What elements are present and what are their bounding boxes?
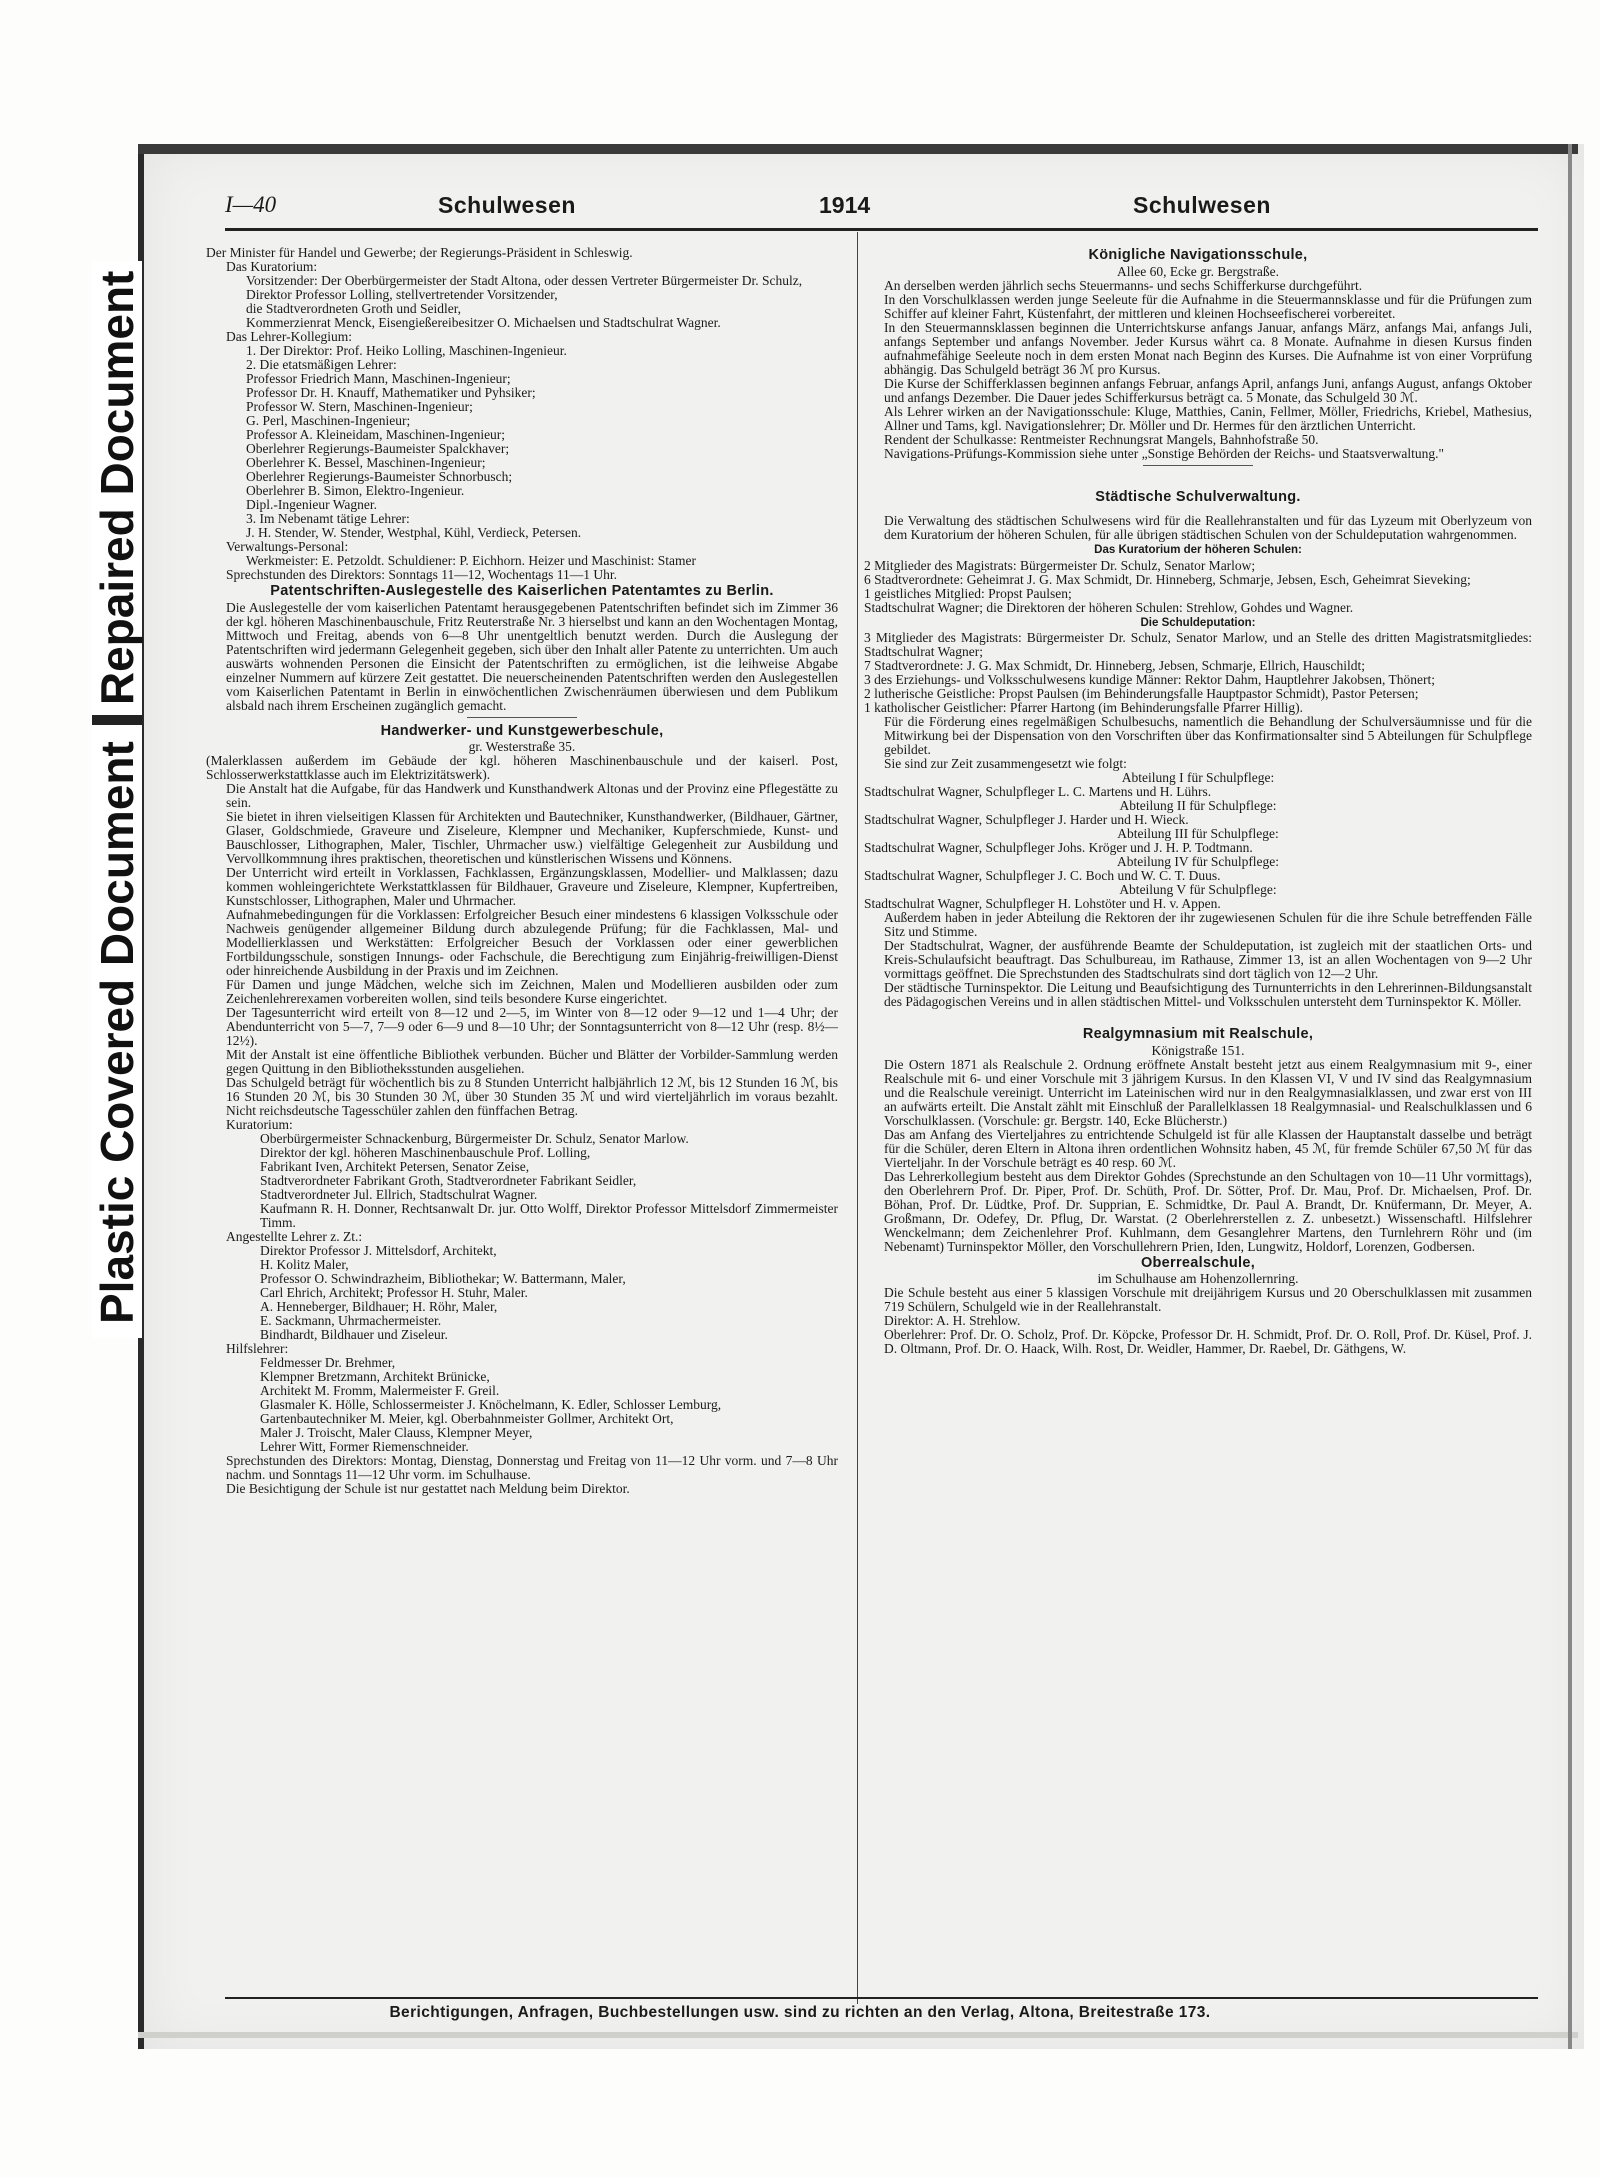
- section-heading-staedtische: Städtische Schulverwaltung.: [1095, 488, 1301, 505]
- abteilung-members: Stadtschulrat Wagner, Schulpfleger H. Lohstöter und H. v. Appen.: [864, 896, 1221, 911]
- paragraph: An derselben werden jährlich sechs Steuermanns- und sechs Schifferkurse durchgeführt.: [884, 277, 1363, 293]
- paragraph: Die Besichtigung der Schule ist nur gestattet nach Meldung beim Direktor.: [226, 1481, 630, 1496]
- paragraph: Navigations-Prüfungs-Kommission siehe unter „Sonstige Behörden der Reichs- und Staatsverwaltung.": [884, 445, 1445, 461]
- subheading-deputation: Die Schuldeputation:: [1140, 616, 1256, 629]
- column-divider: [857, 232, 858, 2004]
- abteilung-title: Abteilung I für Schulpflege:: [1121, 770, 1275, 785]
- list-label: Kuratorium:: [226, 1117, 293, 1132]
- text-line: J. H. Stender, W. Stender, Westphal, Kühl, Verdieck, Petersen.: [246, 525, 582, 540]
- text-line: die Stadtverordneten Groth und Seidler,: [246, 301, 462, 316]
- subheading-kuratorium: Das Kuratorium der höheren Schulen:: [1094, 544, 1302, 556]
- list-item: Stadtverordneter Jul. Ellrich, Stadtschulrat Wagner.: [260, 1187, 538, 1202]
- list-item: H. Kolitz Maler,: [260, 1257, 349, 1272]
- list-item: Gartenbautechniker M. Meier, kgl. Oberbahnmeister Gollmer, Architekt Ort,: [260, 1411, 674, 1426]
- list-item: Glasmaler K. Hölle, Schlossermeister J. Knöchelmann, K. Edler, Schlosser Lemburg,: [260, 1397, 722, 1412]
- list-item: 7 Stadtverordnete: J. G. Max Schmidt, Dr. Hinneberg, Jebsen, Schmarje, Ellrich, Hauschildt;: [864, 658, 1366, 673]
- address: Allee 60, Ecke gr. Bergstraße.: [1116, 263, 1280, 279]
- running-title-right: Schulwesen: [1133, 192, 1271, 218]
- paragraph: Das Lehrerkollegium besteht aus dem Direktor Gohdes (Sprechstunde an den Schultagen von 10—11 Uhr vormittags), den Oberlehrern Prof. Dr. Piper, Prof. Dr. Schüth, Prof. Dr. Sötter, Prof. Dr. Mau, Prof. Dr. Michaelsen, Prof. Dr. Böhan, Prof. Dr. Lüdtke, Prof. Dr. Supprian, E. Schmidtke, Dr. Paul A. Brandt, Dr. Knüfermann, Dr. Meyer, A. Großmann, Dr. Odefey, Dr. Pflug, Dr. Warstat. (2 Oberlehrerstellen z. Z. unbesetzt.) Wissenschaftl. Hilfslehrer Wenckelmann; dem Zeichenlehrer Prof. Kuhlmann, dem Gesanglehrer Martens, den Turnlehrern Röhr und (im Nebenamt) Turninspektor Möller, den Vorschullehrern Prien, Iden, Lungwitz, Holdorf, Lorenzen, Godbersen.: [884, 1168, 1532, 1254]
- paragraph: Die Anstalt hat die Aufgabe, für das Handwerk und Kunsthandwerk Altonas und der Provinz eine Pflegestätte zu sein.: [226, 781, 838, 810]
- paragraph: Der städtische Turninspektor. Die Leitung und Beaufsichtigung des Turnunterrichts in den Lehrerinnen-Bildungsanstalt des Pädagogischen Vereins und in allen städtischen Mittel- und Volksschulen untersteht dem Turninspektor K. Möller.: [884, 980, 1532, 1009]
- text-line: Sprechstunden des Direktors: Sonntags 11—12, Wochentags 11—1 Uhr.: [226, 567, 617, 582]
- list-item: 2 lutherische Geistliche: Propst Paulsen (im Behinderungsfalle Hauptpastor Schmidt), Pastor Petersen;: [864, 686, 1419, 701]
- text-line: 3. Im Nebenamt tätige Lehrer:: [246, 511, 410, 526]
- paragraph: Die Kurse der Schifferklassen beginnen anfangs Februar, anfangs April, anfangs Juni, anfangs August, anfangs Oktober und anfangs Dezember. Die Dauer jedes Schifferkursus beträgt ca. 5 Monate, das Schulgeld 30 ℳ.: [884, 375, 1532, 405]
- text-line: Professor Friedrich Mann, Maschinen-Ingenieur;: [246, 371, 511, 386]
- list-item: Klempner Bretzmann, Architekt Brünicke,: [260, 1369, 490, 1384]
- section-divider: [1143, 465, 1253, 466]
- list-item: Kaufmann R. H. Donner, Rechtsanwalt Dr. jur. Otto Wolff, Direktor Professor Mittelsdorf Zimmermeister Timm.: [260, 1201, 838, 1230]
- list-item: 2 Mitglieder des Magistrats: Bürgermeister Dr. Schulz, Senator Marlow;: [864, 557, 1256, 573]
- list-item: E. Sackmann, Uhrmachermeister.: [260, 1313, 442, 1328]
- list-item: 1 geistliches Mitglied: Propst Paulsen;: [864, 585, 1072, 601]
- text-line: Der Minister für Handel und Gewerbe; der Regierungs-Präsident in Schleswig.: [206, 245, 633, 260]
- text-line: Oberlehrer B. Simon, Elektro-Ingenieur.: [246, 483, 465, 498]
- left-column: [206, 246, 838, 1496]
- list-item: Fabrikant Iven, Architekt Petersen, Senator Zeise,: [260, 1159, 530, 1174]
- list-item: Professor O. Schwindrazheim, Bibliothekar; W. Battermann, Maler,: [260, 1271, 626, 1286]
- text-line: Oberlehrer Regierungs-Baumeister Schnorbusch;: [246, 469, 513, 484]
- side-label-repaired: Repaired Document: [92, 261, 142, 716]
- list-item: 1 katholischer Geistlicher: Pfarrer Hartong (im Behinderungsfalle Pfarrer Hillig).: [864, 700, 1303, 715]
- running-title-left: Schulwesen: [438, 192, 576, 218]
- text-line: Verwaltungs-Personal:: [226, 539, 349, 554]
- list-label: Hilfslehrer:: [226, 1341, 289, 1356]
- paragraph: Rendent der Schulkasse: Rentmeister Rechnungsrat Mangels, Bahnhofstraße 50.: [884, 431, 1319, 447]
- text-line: Professor W. Stern, Maschinen-Ingenieur;: [246, 399, 473, 414]
- list-item: Bindhardt, Bildhauer und Ziseleur.: [260, 1327, 448, 1342]
- paragraph: Die Ostern 1871 als Realschule 2. Ordnung eröffnete Anstalt besteht jetzt aus einem Realgymnasium mit 9-, einer Realschule mit 6- und einer Vorschule mit 3 jährigem Kursus. In den Klassen VI, V und IV sind das Realgymnasium und die Realschule vereinigt. Unterricht im Lateinischen wird nur in den Realgymnasialklassen, und zwar erst von III an aufwärts erteilt. Die Anstalt zählt mit Einschluß der Parallelklassen 18 Realgymnasial- und Realschulklassen und 6 Vorschulklassen. (Vorschule: gr. Bergstr. 140, Ecke Blücherstr.): [884, 1056, 1532, 1128]
- section-heading-patent: Patentschriften-Auslegestelle des Kaiserlichen Patentamtes zu Berlin.: [270, 583, 774, 599]
- list-item: A. Henneberger, Bildhauer; H. Röhr, Maler,: [260, 1299, 498, 1314]
- paragraph: Die Auslegestelle der vom kaiserlichen Patentamt herausgegebenen Patentschriften befindet sich im Zimmer 36 der kgl. höheren Maschinenbauschule, Fritz Reuterstraße Nr. 3 hierselbst und kann an den Wochentagen Montag, Mittwoch und Freitag, abends von 6—8 Uhr unentgeltlich benutzt werden. Durch die Auslegung der Patentschriften wird jedermann Gelegenheit gegeben, sich über den Inhalt aller Patente zu unterrichten. Um auch auswärts wohnenden Personen die Einsicht der Patentschriften zu ermöglichen, ist die leihweise Abgabe einzelner Nummern auf kürzere Zeit gestattet. Die neuerscheinenden Patentschriften werden den Auslegestellen vom Kaiserlichen Patentamt in Berlin in einwöchentlichen Zwischenräumen überwiesen und dem Publikum alsbald nach ihrem Erscheinen zugänglich gemacht.: [226, 599, 838, 713]
- abteilung-members: Stadtschulrat Wagner, Schulpfleger Johs. Kröger und J. H. P. Todtmann.: [864, 840, 1253, 855]
- paragraph: Mit der Anstalt ist eine öffentliche Bibliothek verbunden. Bücher und Blätter der Vorbilder-Sammlung werden gegen Quittung in den Bibliotheksstunden ausgeliehen.: [226, 1047, 838, 1076]
- paragraph: (Malerklassen außerdem im Gebäude der kgl. höheren Maschinenbauschule und der kaiserl. Post, Schlosserwerkstattklasse auch im Elektrizitätswerk).: [206, 753, 838, 782]
- paragraph: Sie sind zur Zeit zusammengesetzt wie folgt:: [884, 756, 1127, 771]
- list-item: Direktor Professor J. Mittelsdorf, Architekt,: [260, 1243, 497, 1258]
- text-line: Dipl.-Ingenieur Wagner.: [246, 497, 377, 512]
- section-divider: [467, 717, 577, 718]
- paragraph: Die Schule besteht aus einer 5 klassigen Vorschule mit dreijährigem Kursus und 20 Oberschulklassen mit zusammen 719 Schülern, Schulgeld wie in der Reallehranstalt.: [884, 1285, 1532, 1314]
- list-item: Carl Ehrich, Architekt; Professor H. Stuhr, Maler.: [260, 1285, 528, 1300]
- text-line: Das Lehrer-Kollegium:: [226, 329, 353, 344]
- paragraph: Sie bietet in ihren vielseitigen Klassen für Architekten und Bautechniker, Kunsthandwerker, (Bildhauer, Gärtner, Glaser, Goldschmiede, Graveure und Ziseleure, Klempner und Mechaniker, Kupferschmiede, Kunst- und Bauschlosser, Lithographen, Maler, Tischler, Uhrmacher usw.) vielfältige Gelegenheit zur Ausbildung und Vervollkommnung ihres praktischen, theoretischen und künstlerischen Wissens und Könnens.: [226, 809, 838, 866]
- paragraph: Als Lehrer wirken an der Navigationsschule: Kluge, Matthies, Canin, Fellmer, Möller, Friedrichs, Kriebel, Mathesius, Allner und Tams, kgl. Navigationslehrer; Dr. Möller und Dr. Hermes für den ärztlichen Unterricht.: [884, 403, 1532, 433]
- side-label: [92, 88, 142, 1338]
- list-item: Lehrer Witt, Former Riemenschneider.: [260, 1439, 469, 1454]
- paragraph: Außerdem haben in jeder Abteilung die Rektoren der ihr zugewiesenen Schulen für die ihre Schule betreffenden Fälle Sitz und Stimme.: [884, 910, 1532, 939]
- abteilung-members: Stadtschulrat Wagner, Schulpfleger L. C. Martens und H. Lührs.: [864, 784, 1212, 799]
- abteilung-members: Stadtschulrat Wagner, Schulpfleger J. Harder und H. Wieck.: [864, 812, 1189, 827]
- text-line: Professor Dr. H. Knauff, Mathematiker und Pyhsiker;: [246, 385, 536, 400]
- side-label-plastic: Plastic Covered Document: [92, 725, 142, 1338]
- text-line: 2. Die etatsmäßigen Lehrer:: [246, 357, 397, 372]
- address: gr. Westerstraße 35.: [468, 739, 576, 754]
- text-line: Werkmeister: E. Petzoldt. Schuldiener: P. Eichhorn. Heizer und Maschinist: Stamer: [246, 553, 696, 568]
- text-line: 1. Der Direktor: Prof. Heiko Lolling, Maschinen-Ingenieur.: [246, 343, 567, 358]
- list-item: 3 Mitglieder des Magistrats: Bürgermeister Dr. Schulz, Senator Marlow, und an Stelle des dritten Magistratsmitgliedes: Stadtschulrat Wagner;: [864, 630, 1532, 659]
- paragraph: Direktor: A. H. Strehlow.: [884, 1313, 1021, 1328]
- paragraph: In den Steuermannsklassen beginnen die Unterrichtskurse anfangs Januar, anfangs März, anfangs Mai, anfangs Juli, anfangs September und anfangs November. Jeder Kursus währt ca. 8 Monate. Aufnahme in diesen Kursus finden aufnahmefähige Seeleute noch in dem ersten Monat nach Beginn des Kurses. Die Aufnahme ist von einer Vorprüfung abhängig. Das Schulgeld beträgt 36 ℳ pro Kursus.: [884, 319, 1532, 377]
- side-label-separator: [92, 715, 142, 725]
- paragraph: Die Verwaltung des städtischen Schulwesens wird für die Reallehranstalten und für das Lyzeum mit Oberlyzeum von dem Kuratorium der höheren Schulen, für alle übrigen städtischen Schulen von der Schuldeputation wahrgenommen.: [884, 513, 1532, 542]
- address: Königstraße 151.: [1151, 1042, 1245, 1058]
- scan-bottom-edge: [138, 2032, 1578, 2038]
- list-item: Feldmesser Dr. Brehmer,: [260, 1355, 396, 1370]
- page-header: [225, 192, 1535, 226]
- paragraph: Das Schulgeld beträgt für wöchentlich bis zu 8 Stunden Unterricht halbjährlich 12 ℳ, bis 12 Stunden 16 ℳ, bis 16 Stunden 20 ℳ, bis 30 Stunden 30 ℳ, über 30 Stunden 35 ℳ und wird vierteljährlich im voraus bezahlt. Nicht reichsdeutsche Tagesschüler zahlen den fünffachen Betrag.: [226, 1075, 838, 1118]
- address: im Schulhause am Hohenzollernring.: [1097, 1271, 1299, 1286]
- header-rule: [225, 228, 1538, 231]
- list-label: Angestellte Lehrer z. Zt.:: [226, 1229, 363, 1244]
- text-line: Direktor Professor Lolling, stellvertretender Vorsitzender,: [246, 287, 558, 302]
- paragraph: In den Vorschulklassen werden junge Seeleute für die Aufnahme in die Steuermannsklasse und für die Prüfungen zum Schiffer auf kleiner Fahrt, Küstenfahrt, der mittleren und kleinen Hochseefischerei vorbereitet.: [884, 291, 1532, 321]
- list-item: Oberbürgermeister Schnackenburg, Bürgermeister Dr. Schulz, Senator Marlow.: [260, 1131, 689, 1146]
- text-line: Kommerzienrat Menck, Eisengießereibesitzer O. Michaelsen und Stadtschulrat Wagner.: [246, 315, 721, 330]
- paragraph: Sprechstunden des Direktors: Montag, Dienstag, Donnerstag und Freitag von 11—12 Uhr vorm. und 7—8 Uhr nachm. und Sonntags 11—12 Uhr vorm. im Schulhause.: [226, 1453, 838, 1482]
- paragraph: Für die Förderung eines regelmäßigen Schulbesuchs, namentlich die Behandlung der Schulversäumnisse und für die Mitwirkung bei der Dispensation von den Vorschriften über das Konfirmationsalter sind 5 Abteilungen für Schulpflege gebildet.: [884, 714, 1532, 757]
- paragraph: Der Stadtschulrat, Wagner, der ausführende Beamte der Schuldeputation, ist zugleich mit der staatlichen Orts- und Kreis-Schulaufsicht beauftragt. Das Schulbureau, im Rathause, Zimmer 13, ist an allen Wochentagen von 9—2 Uhr vormittags geöffnet. Die Sprechstunden des Stadtschulrats sind dort täglich von 12—2 Uhr.: [884, 938, 1532, 981]
- text-line: G. Perl, Maschinen-Ingenieur;: [246, 413, 411, 428]
- abteilung-title: Abteilung IV für Schulpflege:: [1116, 854, 1280, 869]
- text-line: Das Kuratorium:: [226, 259, 318, 274]
- paragraph: Das am Anfang des Vierteljahres zu entrichtende Schulgeld ist für alle Klassen der Hauptanstalt dasselbe und beträgt für die Schüler, deren Eltern in Altona ihren ordentlichen Wohnsitz haben, 45 ℳ, für fremde Schüler 67,50 ℳ für das Vierteljahr. In der Vorschule beträgt es 40 resp. 60 ℳ.: [884, 1126, 1532, 1170]
- text-line: Oberlehrer Regierungs-Baumeister Spalckhaver;: [246, 441, 510, 456]
- scan-right-edge: [1568, 144, 1572, 2049]
- list-item: 6 Stadtverordnete: Geheimrat J. G. Max Schmidt, Dr. Hinneberg, Schmarje, Jebsen, Esch, Geheimrat Sieveking;: [864, 571, 1471, 587]
- abteilung-title: Abteilung II für Schulpflege:: [1119, 798, 1277, 813]
- publisher-footer: Berichtigungen, Anfragen, Buchbestellungen usw. sind zu richten an den Verlag, Altona, Breitestraße 173.: [389, 2004, 1211, 2021]
- text-line: Oberlehrer K. Bessel, Maschinen-Ingenieur;: [246, 455, 486, 470]
- scan-top-edge: [138, 144, 1578, 154]
- list-item: 3 des Erziehungs- und Volksschulwesens kundige Männer: Rektor Dahm, Hauptlehrer Jakobsen, Thönert;: [864, 672, 1436, 687]
- footer-rule: [225, 1997, 1538, 1999]
- paragraph: Für Damen und junge Mädchen, welche sich im Zeichnen, Malen und Modellieren ausbilden oder zum Zeichenlehrerexamen vorbereiten wollen, sind teils besondere Kurse eingerichtet.: [226, 977, 838, 1006]
- header-year: 1914: [819, 192, 871, 218]
- abteilung-members: Stadtschulrat Wagner, Schulpfleger J. C. Boch und W. C. T. Duus.: [864, 868, 1221, 883]
- list-item: Stadtverordneter Fabrikant Groth, Stadtverordneter Fabrikant Seidler,: [260, 1173, 637, 1188]
- list-item: Architekt M. Fromm, Malermeister F. Greil.: [260, 1383, 500, 1398]
- abteilung-title: Abteilung V für Schulpflege:: [1119, 882, 1277, 897]
- paragraph: Oberlehrer: Prof. Dr. O. Scholz, Prof. Dr. Köpcke, Professor Dr. H. Schmidt, Prof. Dr. O. Roll, Prof. Dr. Küsel, Prof. J. D. Oltmann, Prof. Dr. O. Haack, Wilh. Rost, Dr. Weidler, Hammer, Dr. Raebel, Dr. Gäthgens, W.: [884, 1327, 1532, 1356]
- list-item: Stadtschulrat Wagner; die Direktoren der höheren Schulen: Strehlow, Gohdes und Wagner.: [864, 599, 1354, 615]
- paragraph: Der Unterricht wird erteilt in Vorklassen, Fachklassen, Ergänzungsklassen, Modellier- und Malklassen; dazu kommen wohleingerichtete Werkstattklassen für Bildhauer, Graveure und Ziseleure, Klempner, Kupfertreiben, Kunstschlosser, Lithographen, Maler und Uhrmacher.: [226, 865, 838, 908]
- section-heading-handwerker: Handwerker- und Kunstgewerbeschule,: [380, 722, 664, 739]
- right-column: [864, 246, 1532, 1356]
- section-heading-realgymnasium: Realgymnasium mit Realschule,: [1082, 1026, 1314, 1042]
- section-heading-oberrealschule: Oberrealschule,: [1140, 1254, 1256, 1271]
- list-item: Direktor der kgl. höheren Maschinenbauschule Prof. Lolling,: [260, 1145, 591, 1160]
- abteilung-title: Abteilung III für Schulpflege:: [1117, 826, 1279, 841]
- text-line: Vorsitzender: Der Oberbürgermeister der Stadt Altona, oder dessen Vertreter Bürgermeister Dr. Schulz,: [246, 273, 803, 288]
- text-line: Professor A. Kleineidam, Maschinen-Ingenieur;: [246, 427, 506, 442]
- page-number: I—40: [225, 192, 277, 217]
- list-item: Maler J. Troischt, Maler Clauss, Klempner Meyer,: [260, 1425, 533, 1440]
- paragraph: Aufnahmebedingungen für die Vorklassen: Erfolgreicher Besuch einer mindestens 6 klassigen Volksschule oder Nachweis genügender allgemeiner Bildung durch abzulegende Prüfung; für die Fachklassen, Mal- und Modellierklassen und Werkstätten: Erfolgreicher Besuch der Vorklassen oder einer gewerblichen Fortbildungsschule, sonstigen Innungs- oder Fachschule, die Berechtigung zum Einjährig-freiwilligen-Dienst oder hinreichende Ausbildung in der Praxis und im Zeichnen.: [226, 907, 838, 978]
- paragraph: Der Tagesunterricht wird erteilt von 8—12 und 2—5, im Winter von 8—12 oder 9—12 und 1—4 Uhr; der Abendunterricht von 5—7, 7—9 oder 6—9 und 8—10 Uhr; der Sonntagsunterricht von 8—12 Uhr (resp. 8½—12½).: [226, 1005, 838, 1048]
- section-heading-navigation: Königliche Navigationsschule,: [1088, 247, 1308, 263]
